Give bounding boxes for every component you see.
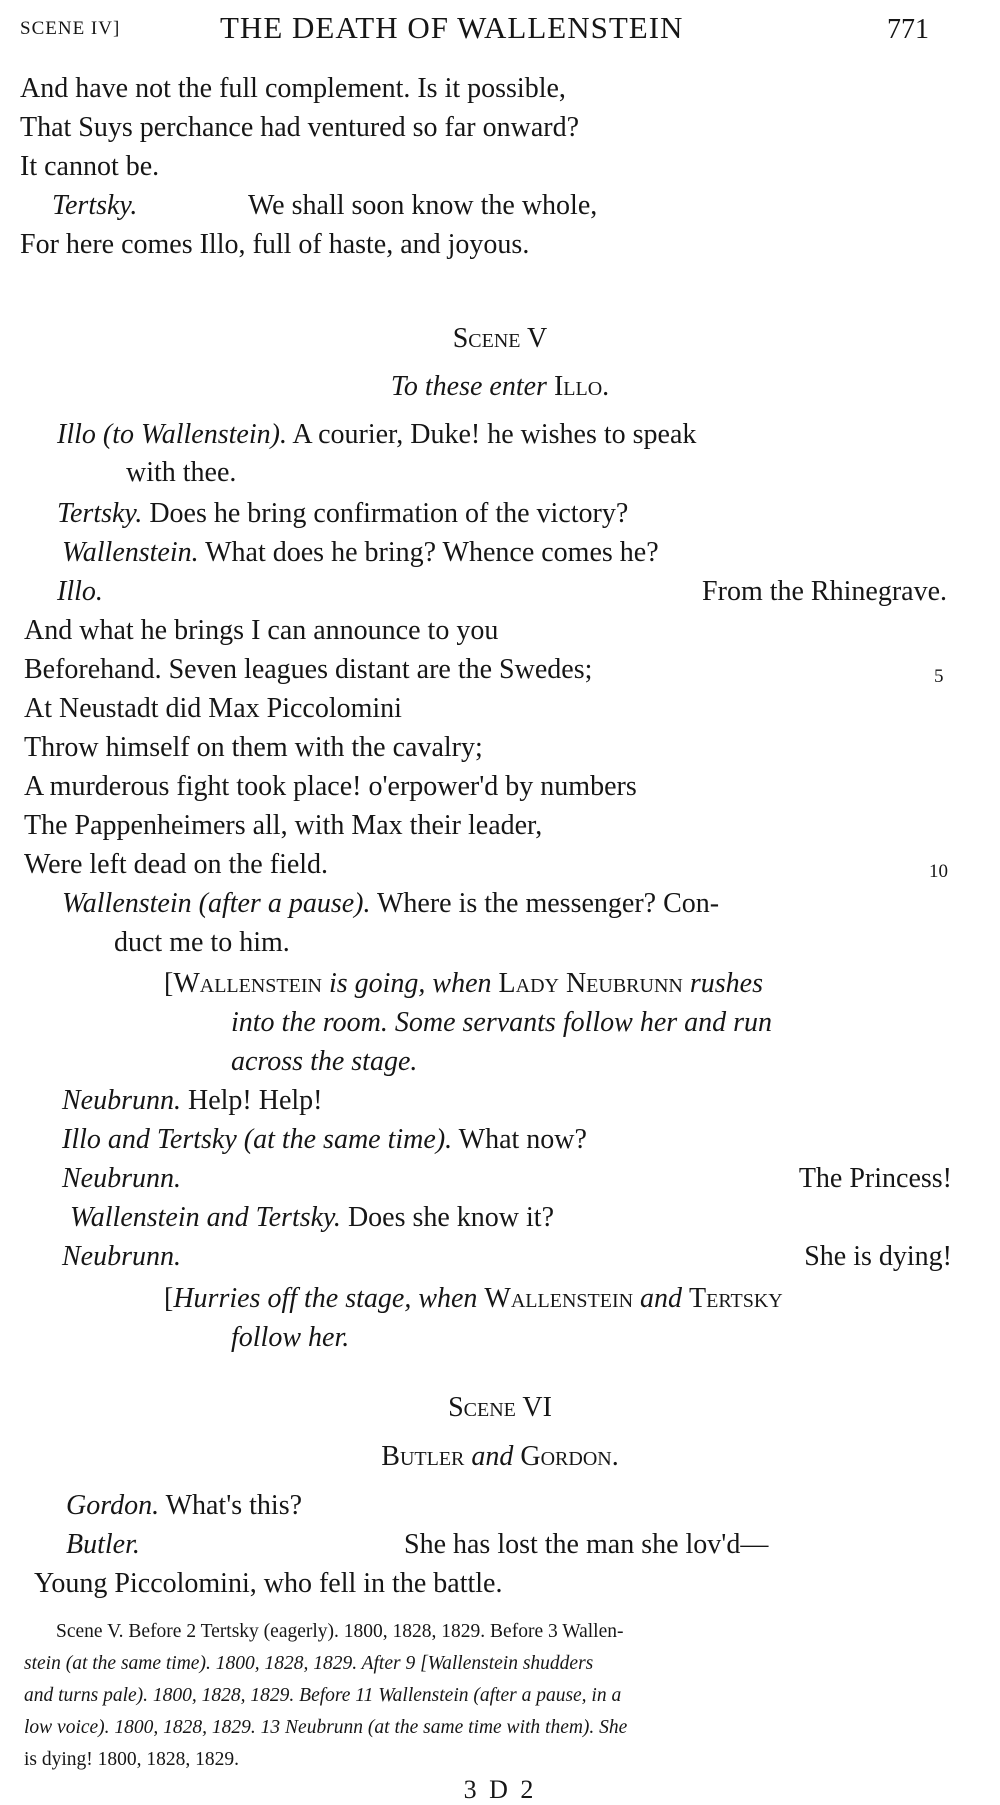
speaker-line <box>52 189 598 223</box>
verse-line: The Pappenheimers all, with Max their leader, <box>24 810 543 841</box>
printer-signature: 3 D 2 <box>463 1775 537 1804</box>
scene-heading: Scene VI <box>448 1392 552 1423</box>
character-name: Lady Neubrunn <box>498 968 683 999</box>
verse-line: And have not the full complement. Is it possible, <box>20 73 566 104</box>
line-number: 5 <box>934 666 944 687</box>
speech-text: She is dying! <box>804 1241 952 1272</box>
direction-text: Hurries off the stage, when <box>173 1283 485 1314</box>
speaker-name: Illo and Tertsky <box>62 1124 237 1155</box>
stage-direction-continuation: follow her. <box>231 1322 350 1353</box>
character-name: Tertsky <box>689 1283 783 1314</box>
direction-text: is going, when <box>321 968 499 999</box>
speaker-line <box>57 497 628 531</box>
speaker-name: Illo. <box>57 576 103 607</box>
character-name: Wallenstein <box>173 968 322 999</box>
aside: (at the same time). <box>243 1124 453 1155</box>
speaker-line <box>62 536 659 570</box>
aside: (to Wallenstein). <box>102 419 287 450</box>
speaker-line <box>62 887 719 921</box>
speech-text: She has lost the man she lov'd— <box>404 1529 769 1560</box>
running-header <box>20 8 940 48</box>
footnote-line: is dying! 1800, 1828, 1829. <box>24 1749 240 1770</box>
speaker-name: Tertsky. <box>52 190 138 221</box>
verse-line: Beforehand. Seven leagues distant are the Swedes; <box>24 654 593 685</box>
speaker-line <box>62 1240 952 1274</box>
speaker-name: Gordon. <box>66 1490 160 1521</box>
speaker-name: Butler. <box>66 1529 140 1560</box>
speaker-name: Wallenstein <box>62 888 192 919</box>
speaker-name: Wallenstein and Tertsky. <box>70 1202 341 1233</box>
verse-line: Were left dead on the field. <box>24 849 329 880</box>
speaker-name: Tertsky. <box>57 498 143 529</box>
stage-direction-continuation: across the stage. <box>231 1046 418 1077</box>
speaker-name: Neubrunn. <box>62 1085 181 1116</box>
verse-line: Young Piccolomini, who fell in the battle. <box>34 1568 503 1599</box>
speaker-line <box>66 1489 302 1523</box>
speech-text: A courier, Duke! he wishes to speak <box>286 419 697 450</box>
stage-direction <box>164 967 763 1001</box>
header-title: THE DEATH OF WALLENSTEIN <box>220 10 684 45</box>
verse-line: That Suys perchance had ventured so far onward? <box>20 112 580 143</box>
speech-continuation: duct me to him. <box>114 927 290 958</box>
direction-text: and <box>464 1441 521 1472</box>
stage-direction <box>0 370 1000 404</box>
verse-line: A murderous fight took place! o'erpower'd by numbers <box>24 771 637 802</box>
speech-text: What does he bring? Whence comes he? <box>198 537 659 568</box>
footnote-line: Scene V. Before 2 Tertsky (eagerly). 1800, 1828, 1829. Before 3 Wallen- <box>56 1621 624 1642</box>
speech-text: The Princess! <box>798 1163 952 1194</box>
speaker-line <box>70 1201 554 1235</box>
aside: (after a pause). <box>198 888 371 919</box>
speaker-name: Neubrunn. <box>62 1241 181 1272</box>
bracket: [ <box>164 968 174 999</box>
speaker-line <box>66 1528 769 1562</box>
speech-continuation: with thee. <box>126 457 237 488</box>
character-name: Butler <box>381 1441 465 1472</box>
speech-text: From the Rhinegrave. <box>702 576 947 607</box>
speech-text: We shall soon know the whole, <box>248 190 598 221</box>
speech-text: What now? <box>452 1124 587 1155</box>
footnote-line: and turns pale). 1800, 1828, 1829. Before 11 Wallenstein (after a pause, in a <box>24 1685 622 1706</box>
speaker-line <box>62 1162 952 1196</box>
verse-line: It cannot be. <box>20 151 160 182</box>
line-number: 10 <box>929 861 948 882</box>
speech-text: Does she know it? <box>340 1202 555 1233</box>
speaker-name: Illo <box>57 419 96 450</box>
footnote-line: stein (at the same time). 1800, 1828, 1829. After 9 [Wallenstein shudders <box>24 1653 594 1674</box>
speech-text: What's this? <box>159 1490 303 1521</box>
header-scene: SCENE IV] <box>20 18 121 39</box>
footnote-line: low voice). 1800, 1828, 1829. 13 Neubrunn (at the same time with them). She <box>24 1717 628 1738</box>
character-name: Illo. <box>553 371 610 402</box>
verse-line: For here comes Illo, full of haste, and joyous. <box>20 229 530 260</box>
speaker-line <box>62 1084 323 1118</box>
verse-line: And what he brings I can announce to you <box>24 615 499 646</box>
speech-text: Help! Help! <box>181 1085 323 1116</box>
character-name: Gordon. <box>520 1441 619 1472</box>
direction-text: and <box>633 1283 690 1314</box>
verse-line: At Neustadt did Max Piccolomini <box>24 693 402 724</box>
speaker-line <box>62 1123 587 1157</box>
scene-heading: Scene V <box>452 323 548 354</box>
stage-direction <box>0 1440 1000 1474</box>
speech-text: Does he bring confirmation of the victory? <box>142 498 629 529</box>
stage-direction-continuation: into the room. Some servants follow her and run <box>231 1007 773 1038</box>
speaker-name: Wallenstein. <box>62 537 199 568</box>
stage-direction <box>164 1282 783 1316</box>
character-name: Wallenstein <box>484 1283 634 1314</box>
bracket: [ <box>164 1283 174 1314</box>
page-number: 771 <box>887 14 929 45</box>
direction-text: rushes <box>682 968 763 999</box>
speaker-name: Neubrunn. <box>62 1163 181 1194</box>
speaker-line <box>57 418 696 452</box>
direction-text: To these enter <box>390 371 547 402</box>
verse-line: Throw himself on them with the cavalry; <box>24 732 483 763</box>
speech-text: Where is the messenger? Con- <box>370 888 720 919</box>
speaker-line <box>57 575 947 609</box>
